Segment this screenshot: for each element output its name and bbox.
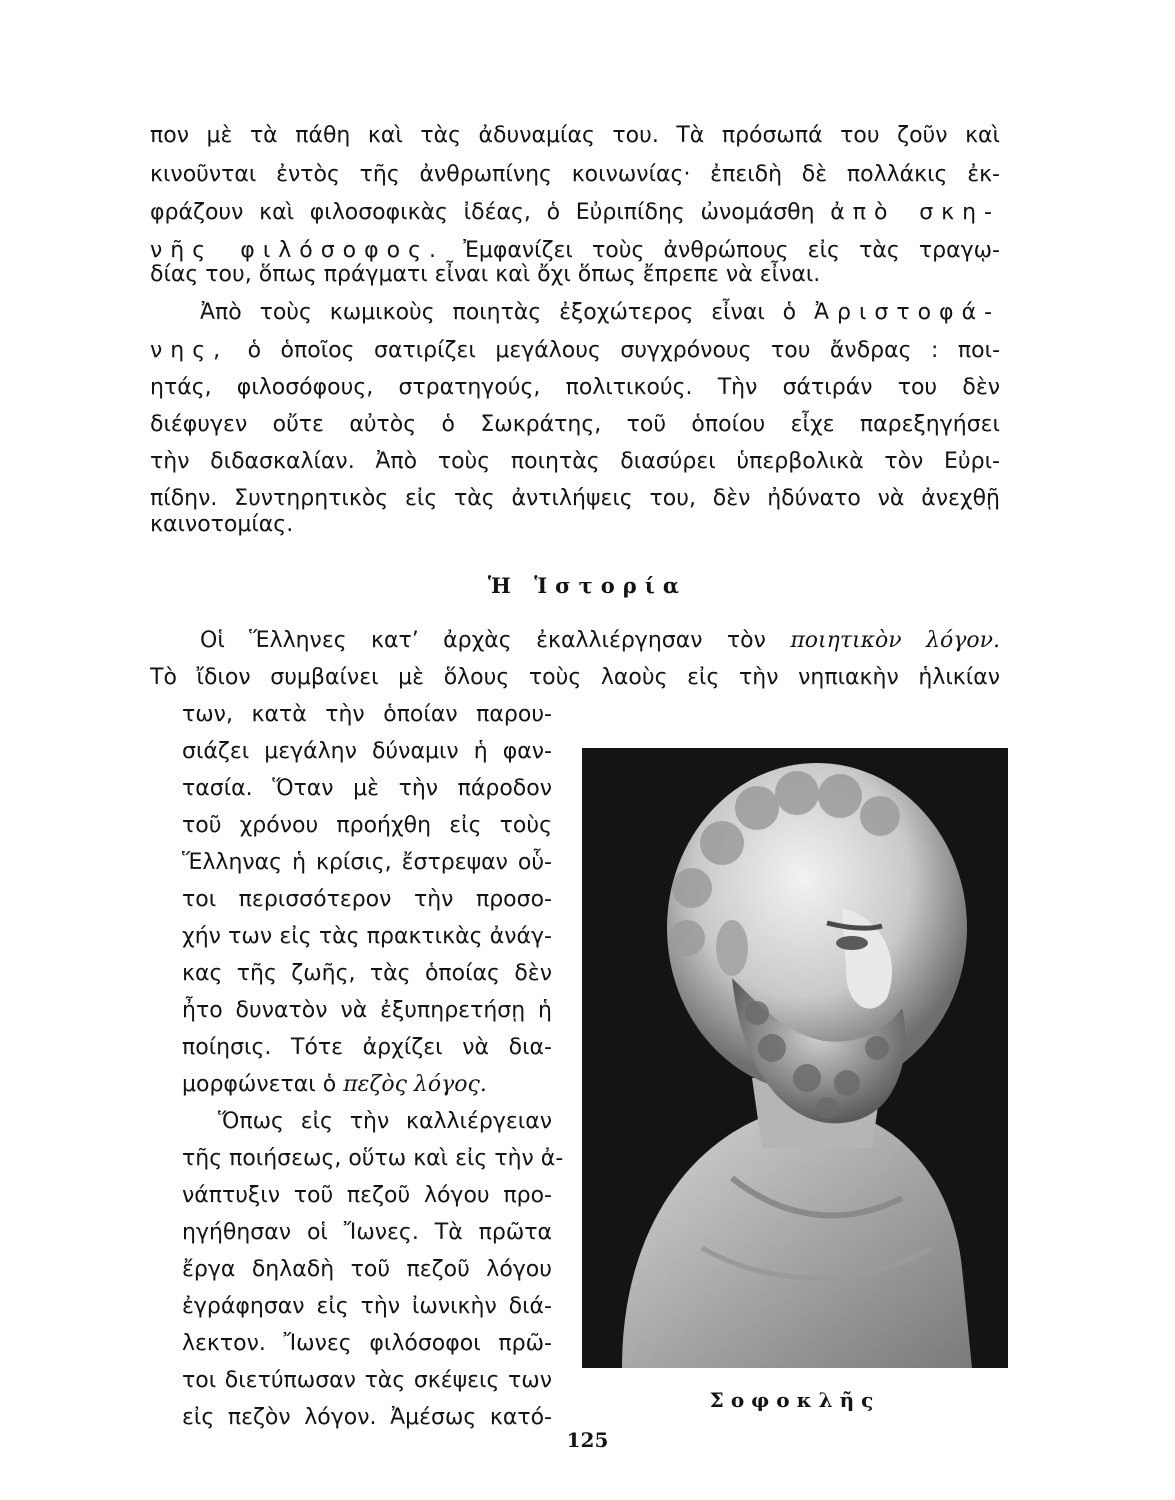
text-line: ποίησις. Τότε ἀρχίζει νὰ δια- (182, 1035, 552, 1060)
spaced-phrase: ἀπὸ σκη- (830, 200, 1000, 225)
text-line: κινοῦνται ἐντὸς τῆς ἀνθρωπίνης κοινωνίας· ἐπειδὴ δὲ πολλάκις ἐκ- (150, 162, 1000, 187)
page-number: 125 (566, 1428, 609, 1452)
text-line: εἰς πεζὸν λόγον. Ἀμέσως κατό- (182, 1405, 552, 1430)
text-line: Ἀπὸ τοὺς κωμικοὺς ποιητὰς ἐξοχώτερος εἶναι ὁ Ἀριστοφά- (200, 300, 1001, 325)
bust-illustration (582, 748, 1008, 1368)
text-line: λεκτον. Ἴωνες φιλόσοφοι πρῶ- (182, 1331, 552, 1356)
text-line: ηγήθησαν οἱ Ἴωνες. Τὰ πρῶτα (182, 1220, 552, 1245)
italic-phrase: ποιητικὸν λόγον. (790, 628, 1001, 653)
text-line: Ὅπως εἰς τὴν καλλιέργειαν (218, 1109, 552, 1134)
text-line: Οἱ Ἕλληνες κατ’ ἀρχὰς ἐκαλλιέργησαν τὸν ποιητικὸν λόγον. (200, 628, 1001, 653)
text-line: Ἕλληνας ἡ κρίσις, ἔστρεψαν οὗ- (182, 850, 552, 875)
text-line: διέφυγεν οὔτε αὐτὸς ὁ Σωκράτης, τοῦ ὁποίου εἶχε παρεξηγήσει (150, 412, 1000, 437)
text-line: τοι περισσότερον τὴν προσο- (182, 887, 552, 912)
text-line: τοῦ χρόνου προήχθη εἰς τοὺς (182, 813, 552, 838)
text-line: δίας του, ὅπως πράγματι εἶναι καὶ ὄχι ὅπως ἔπρεπε νὰ εἶναι. (150, 262, 821, 287)
bust-photograph (582, 748, 1008, 1368)
spaced-name: Ἀριστοφά- (813, 300, 1001, 325)
text-line: κας τῆς ζωῆς, τὰς ὁποίας δὲν (182, 961, 552, 986)
text-line: νῆς φιλόσοφος. Ἐμφανίζει τοὺς ἀνθρώπους εἰς τὰς τραγῳ- (150, 238, 1000, 263)
spaced-phrase: νῆς φιλόσοφος. (150, 238, 445, 263)
text-line: τὴν διδασκαλίαν. Ἀπὸ τοὺς ποιητὰς διασύρει ὑπερβολικὰ τὸν Εὐρι- (150, 449, 1000, 474)
text-line: τασία. Ὅταν μὲ τὴν πάροδον (182, 776, 552, 801)
figure-caption: Σοφοκλῆς (709, 1388, 881, 1412)
text-line: νάπτυξιν τοῦ πεζοῦ λόγου προ- (182, 1183, 552, 1208)
text-line: τῆς ποιήσεως, οὕτω καὶ εἰς τὴν ἀ- (182, 1146, 564, 1171)
text-line: πίδην. Συντηρητικὸς εἰς τὰς ἀντιλήψεις του, δὲν ἠδύνατο νὰ ἀνεχθῇ (150, 486, 1000, 511)
italic-phrase: πεζὸς λόγος. (343, 1072, 487, 1097)
text-line: ἦτο δυνατὸν νὰ ἐξυπηρετήσῃ ἡ (182, 998, 552, 1023)
text-line: σιάζει μεγάλην δύναμιν ἡ φαν- (182, 739, 552, 764)
text-line: φράζουν καὶ φιλοσοφικὰς ἰδέας, ὁ Εὐριπίδης ὠνομάσθη ἀπὸ σκη- (150, 200, 1000, 225)
text-line: Τὸ ἴδιον συμβαίνει μὲ ὅλους τοὺς λαοὺς εἰς τὴν νηπιακὴν ἡλικίαν (150, 665, 1000, 690)
text-line: καινοτομίας. (150, 512, 294, 537)
text-line: των, κατὰ τὴν ὁποίαν παρου- (182, 702, 552, 727)
text-line: ητάς, φιλοσόφους, στρατηγούς, πολιτικούς. Τὴν σάτιράν του δὲν (150, 375, 1000, 400)
text-line: μορφώνεται ὁ πεζὸς λόγος. (182, 1072, 487, 1097)
text-line: τοι διετύπωσαν τὰς σκέψεις των (182, 1368, 552, 1393)
spaced-name: νης, (150, 338, 229, 363)
text-line: ἔργα δηλαδὴ τοῦ πεζοῦ λόγου (182, 1257, 552, 1282)
section-heading: Ἡ Ἱστορία (487, 573, 688, 598)
text-line: χήν των εἰς τὰς πρακτικὰς ἀνάγ- (182, 924, 552, 949)
text-line: νης, ὁ ὁποῖος σατιρίζει μεγάλους συγχρόνους του ἄνδρας : ποι- (150, 338, 1001, 363)
text-line: πον μὲ τὰ πάθη καὶ τὰς ἀδυναμίας του. Τὰ πρόσωπά του ζοῦν καὶ (150, 123, 1000, 148)
text-line: ἐγράφησαν εἰς τὴν ἰωνικὴν διά- (182, 1294, 552, 1319)
